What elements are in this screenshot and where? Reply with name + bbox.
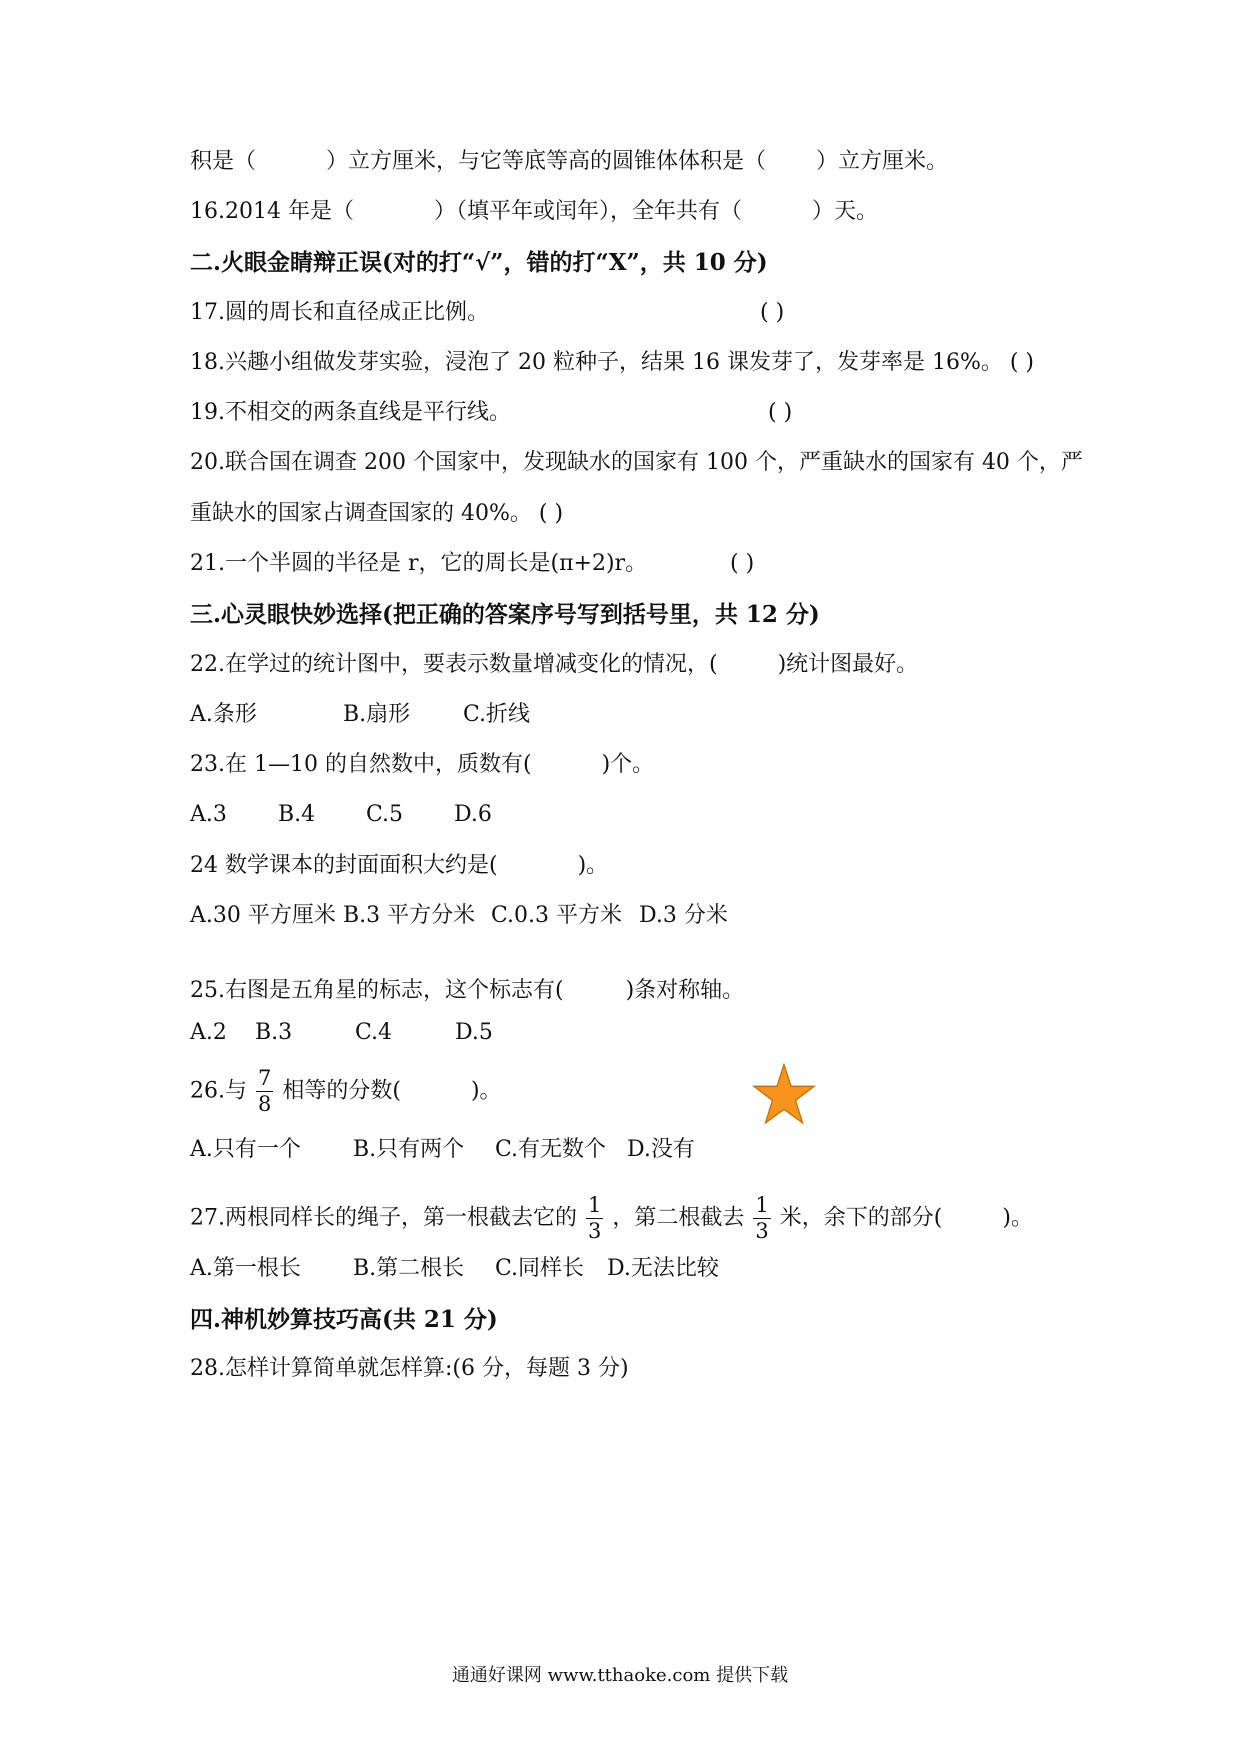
option-a[interactable]: A.只有一个 (190, 1137, 301, 1162)
question-20: 20.联合国在调查 200 个国家中，发现缺水的国家有 100 个，严重缺水的国家有 40 个，严 (190, 450, 1083, 475)
option-d[interactable]: D.无法比较 (607, 1256, 719, 1281)
five-pointed-star-icon (752, 1062, 816, 1126)
question-16: 16.2014 年是（ ）（填平年或闰年），全年共有（ ）天。 (190, 199, 879, 224)
question-24: 24 数学课本的封面面积大约是( )。 (190, 853, 609, 878)
option-d[interactable]: D.3 分米 (639, 903, 728, 928)
answer-paren[interactable]: ( ) (538, 501, 564, 526)
option-c[interactable]: C.同样长 (495, 1256, 585, 1281)
option-b[interactable]: B.3 平方分米 (343, 903, 476, 928)
option-b[interactable]: B.第二根长 (353, 1256, 465, 1281)
question-18: 18.兴趣小组做发芽实验，浸泡了 20 粒种子，结果 16 课发芽了，发芽率是 16%。 ( ) (190, 350, 1035, 375)
question-27: 27.两根同样长的绳子，第一根截去它的 $\frac{1}{3}$ ，第二根截去 $\frac{1}{3}$ 米，余下的部分( )。 (190, 1193, 1033, 1243)
question-23: 23.在 1—10 的自然数中，质数有( )个。 (190, 752, 655, 777)
question-28: 28.怎样计算简单就怎样算:(6 分，每题 3 分) (190, 1356, 629, 1381)
option-a[interactable]: A.2 (190, 1020, 227, 1045)
option-b[interactable]: B.扇形 (343, 702, 411, 727)
question-26-options (190, 1135, 695, 1165)
option-d[interactable]: D.没有 (627, 1137, 695, 1162)
question-25: 25.右图是五角星的标志，这个标志有( )条对称轴。 (190, 978, 745, 1003)
question-17: 17.圆的周长和直径成正比例。 ( ) (190, 298, 489, 328)
question-19: 19.不相交的两条直线是平行线。 ( ) (190, 398, 511, 428)
question-21: 21.一个半圆的半径是 r，它的周长是(π+2)r。 ( ) (190, 549, 647, 579)
question-15-continuation: 积是（ ）立方厘米，与它等底等高的圆锥体体积是（ ）立方厘米。 (190, 149, 949, 174)
option-b[interactable]: B.4 (278, 802, 316, 827)
option-b[interactable]: B.3 (255, 1020, 293, 1045)
option-a[interactable]: A.条形 (190, 702, 257, 727)
question-25-options (190, 1018, 493, 1048)
footer-source: 通通好课网 www.tthaoke.com 提供下载 (451, 1665, 789, 1686)
fraction-1-3: $\frac{1}{3}$ (588, 1193, 602, 1243)
option-c[interactable]: C.有无数个 (495, 1137, 607, 1162)
answer-paren[interactable]: ( ) (730, 551, 755, 576)
question-22-options (190, 700, 530, 730)
option-a[interactable]: A.3 (190, 802, 227, 827)
option-d[interactable]: D.5 (455, 1020, 493, 1045)
option-a[interactable]: A.30 平方厘米 (190, 903, 336, 928)
section-4-heading: 四.神机妙算技巧高(共 21 分) (190, 1306, 498, 1333)
option-c[interactable]: C.5 (366, 802, 404, 827)
question-22: 22.在学过的统计图中，要表示数量增减变化的情况，( )统计图最好。 (190, 652, 919, 677)
answer-paren[interactable]: ( ) (760, 300, 785, 325)
question-24-options (190, 901, 728, 931)
section-3-heading: 三.心灵眼快妙选择(把正确的答案序号写到括号里，共 12 分) (190, 601, 820, 628)
fraction-1-3: $\frac{1}{3}$ (755, 1193, 769, 1243)
option-c[interactable]: C.4 (355, 1020, 393, 1045)
option-a[interactable]: A.第一根长 (190, 1256, 301, 1281)
question-23-options (190, 800, 492, 830)
option-b[interactable]: B.只有两个 (353, 1137, 465, 1162)
section-2-heading: 二.火眼金睛辩正误(对的打“√”，错的打“X”，共 10 分) (190, 249, 768, 276)
answer-paren[interactable]: ( ) (768, 400, 793, 425)
option-c[interactable]: C.折线 (463, 702, 531, 727)
question-20-continuation: 重缺水的国家占调查国家的 40%。 ( ) (190, 501, 564, 526)
question-27-options (190, 1254, 719, 1284)
question-26: 26.与 $\frac{7}{8}$ 相等的分数( )。 (190, 1066, 502, 1116)
option-d[interactable]: D.6 (454, 802, 492, 827)
option-c[interactable]: C.0.3 平方米 (491, 903, 623, 928)
answer-paren[interactable]: ( ) (1009, 350, 1035, 375)
fraction-7-8: $\frac{7}{8}$ (258, 1066, 272, 1116)
